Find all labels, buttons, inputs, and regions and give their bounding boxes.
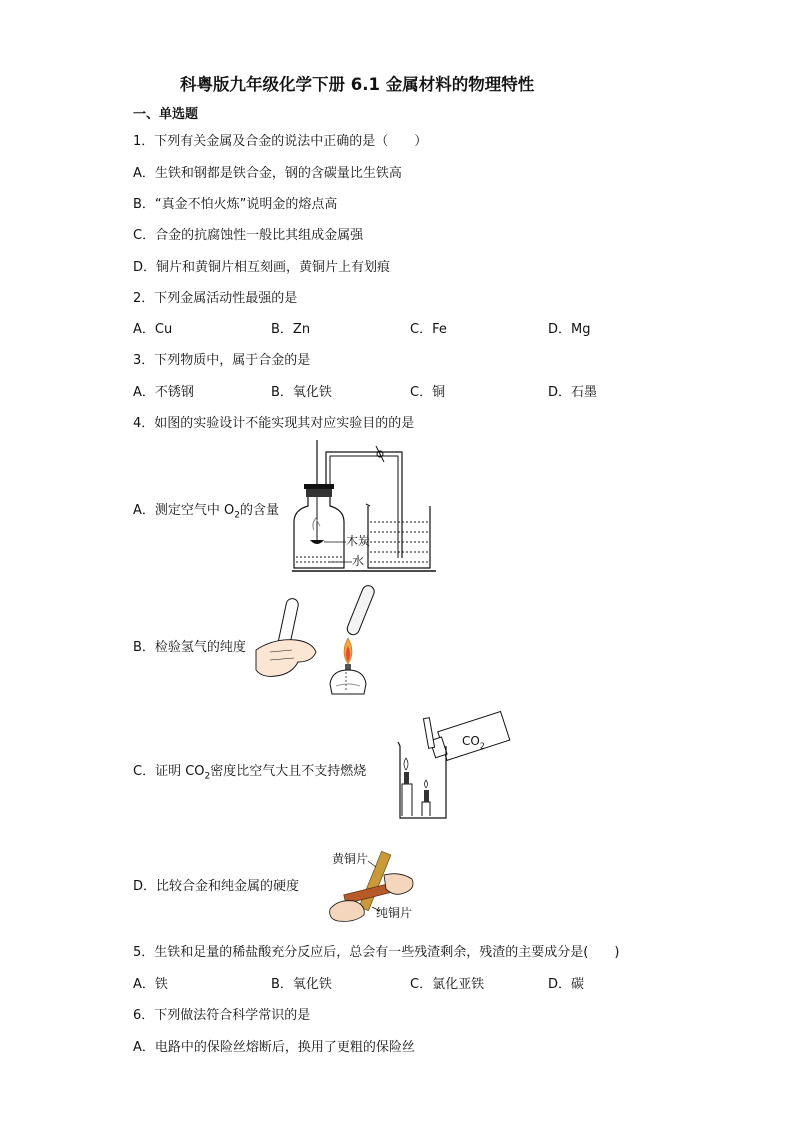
question-2-stem: 2．下列金属活动性最强的是: [133, 291, 298, 306]
question-1-option-d: D．铜片和黄铜片相互刻画，黄铜片上有划痕: [133, 260, 391, 275]
question-4-option-b: B．检验氢气的纯度: [133, 640, 246, 655]
figure-d-label-brass: 黄铜片: [332, 852, 369, 866]
question-5-stem: 5．生铁和足量的稀盐酸充分反应后，总会有一些残渣剩余，残渣的主要成分是( ): [133, 945, 620, 960]
document-title: 科粤版九年级化学下册 6.1 金属材料的物理特性: [180, 75, 535, 94]
section-heading: 一、单选题: [133, 107, 199, 122]
question-1-option-c: C．合金的抗腐蚀性一般比其组成金属强: [133, 228, 364, 243]
question-2-option-b: B．Zn: [271, 322, 311, 337]
question-4-option-a: A．测定空气中 $O_2$的含量: [133, 503, 280, 521]
question-3-option-a: A．不锈钢: [133, 385, 194, 400]
figure-c-label-co2: $CO_2$: [462, 734, 485, 751]
question-2-option-d: D．Mg: [548, 322, 591, 337]
figure-b-hydrogen-test: [252, 582, 392, 700]
question-1-option-a: A．生铁和钢都是铁合金，钢的含碳量比生铁高: [133, 166, 402, 181]
question-4-option-c: C．证明 $CO_2$密度比空气大且不支持燃烧: [133, 764, 367, 782]
question-1-stem: 1．下列有关金属及合金的说法中正确的是（ ）: [133, 134, 428, 149]
figure-a-label-water: 水: [352, 554, 365, 568]
question-5-option-a: A．铁: [133, 977, 168, 992]
question-5-option-d: D．碳: [548, 977, 585, 992]
question-5-option-c: C．氯化亚铁: [410, 977, 485, 992]
question-3-option-c: C．铜: [410, 385, 446, 400]
question-6-stem: 6．下列做法符合科学常识的是: [133, 1008, 311, 1023]
question-2-option-a: A．Cu: [133, 322, 173, 337]
question-3-stem: 3．下列物质中，属于合金的是: [133, 353, 311, 368]
question-4-stem: 4．如图的实验设计不能实现其对应实验目的的是: [133, 416, 415, 431]
question-6-option-a: A．电路中的保险丝熔断后，换用了更粗的保险丝: [133, 1040, 415, 1055]
figure-a-label-charcoal: 木炭: [346, 534, 371, 548]
figure-c-co2-beaker: [390, 712, 520, 820]
question-2-option-c: C．Fe: [410, 322, 447, 337]
question-3-option-b: B．氧化铁: [271, 385, 332, 400]
question-5-option-b: B．氧化铁: [271, 977, 332, 992]
figure-a-apparatus: [290, 440, 440, 575]
figure-d-label-copper: 纯铜片: [376, 906, 413, 920]
question-1-option-b: B．“真金不怕火炼”说明金的熔点高: [133, 197, 338, 212]
question-4-option-d: D．比较合金和纯金属的硬度: [133, 879, 300, 894]
question-3-option-d: D．石墨: [548, 385, 598, 400]
